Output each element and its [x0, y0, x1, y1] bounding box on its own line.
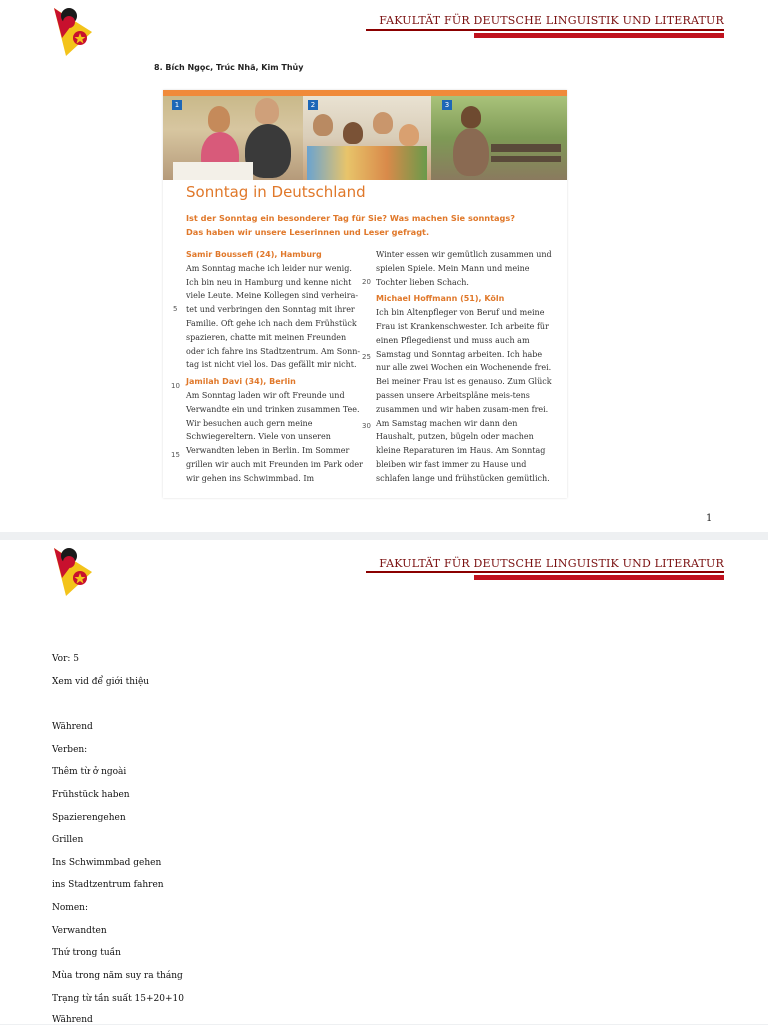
bench: [491, 144, 561, 152]
photo-family-breakfast: [163, 96, 303, 180]
article-paragraph: Am Sonntag laden wir oft Freunde und Verwandte ein und trinken zusammen Tee. Wir besuchen auch gern meine Schwiegereltern. Viele von unseren Verwandten leben in Berlin. Im Sommer grillen wir auch mit Freunden im Park oder wir gehen ins Schwimmbad. Im: [186, 390, 363, 483]
table-cloth: [173, 162, 253, 180]
notes-line: Spazierengehen: [52, 813, 126, 823]
photo-friends-meal: [303, 96, 431, 180]
person-figure: [461, 106, 481, 128]
notes-line: Verwandten: [52, 926, 107, 936]
notes-line: Thứ trong tuần: [52, 948, 121, 958]
notes-line: Frühstück haben: [52, 790, 130, 800]
photo-number-badge: 2: [308, 100, 318, 110]
article-paragraph: Ich bin Altenpfleger von Beruf und meine Frau ist Krankenschwester. Ich arbeite für einen Pflegedienst und muss auch am Samstag und Sonntag arbeiten. Ich habe nur alle zwei Wochen ein Wochenende frei. Bei meiner Frau ist es genauso. Zum Glück passen unsere Arbeitspläne meis-tens zusammen und wir haben zusam-men frei. Am Samstag machen wir dann den Haushalt, putzen, bügeln oder machen kleine Reparaturen im Haus. Am Sonntag bleiben wir fast immer zu Hause und schlafen lange und frühstücken gemütlich.: [376, 308, 552, 483]
article-subtitle-note: Das haben wir unsere Leserinnen und Leser gefragt.: [186, 227, 430, 237]
header-rule-thick: [474, 575, 724, 580]
header-rule-thick: [474, 33, 724, 38]
person-figure: [255, 98, 279, 124]
line-number: 5: [173, 305, 178, 313]
article-paragraph: Winter essen wir gemütlich zusammen und spielen Spiele. Mein Mann und meine Tochter lieben Schach.: [376, 250, 552, 287]
faculty-header-title: FAKULTÄT FÜR DEUTSCHE LINGUISTIK UND LITERATUR: [379, 557, 724, 570]
notes-line: Vor: 5: [52, 654, 80, 664]
article-left-column: [186, 248, 366, 486]
photo-number-badge: 3: [442, 100, 452, 110]
line-number: 30: [362, 422, 371, 430]
notes-line: Während: [52, 1015, 93, 1025]
article-paragraph: Am Sonntag mache ich leider nur wenig. Ich bin neu in Hamburg und kenne nicht viele Leute. Meine Kollegen sind verheira-tet und verbringen den Sonntag mit ihrer Familie. Oft gehe ich nach dem Frühstück spazieren, chatte mit meinen Freunden oder ich fahre ins Stadtzentrum. Am Sonn-tag ist nicht viel los. Das gefällt mir nicht.: [186, 263, 361, 370]
header-rule-thin: [366, 571, 724, 573]
person-figure: [399, 124, 419, 146]
notes-line: Mùa trong năm suy ra tháng: [52, 971, 183, 981]
person-figure: [313, 114, 333, 136]
author-name: Samir Boussefi (24), Hamburg: [186, 250, 322, 259]
textbook-scan: [163, 90, 567, 498]
notes-line: Trạng từ tần suất 15+20+10: [52, 994, 184, 1004]
notes-line: Verben:: [52, 745, 88, 755]
notes-line: Grillen: [52, 835, 84, 845]
bench: [491, 156, 561, 162]
author-name: Michael Hoffmann (51), Köln: [376, 294, 505, 304]
page-number: 1: [706, 513, 713, 524]
line-number: 20: [362, 278, 371, 286]
person-figure: [208, 106, 230, 132]
photo-number-badge: 1: [172, 100, 182, 110]
notes-line: Ins Schwimmbad gehen: [52, 858, 162, 868]
notes-line: ins Stadtzentrum fahren: [52, 880, 164, 890]
line-number: 15: [171, 451, 180, 459]
header-rule-thin: [366, 29, 724, 31]
faculty-logo-icon: [52, 4, 94, 58]
line-number: 25: [362, 353, 371, 361]
page-2: [0, 540, 768, 1024]
article-subtitle-question: Ist der Sonntag ein besonderer Tag für Sie? Was machen Sie sonntags?: [186, 213, 516, 223]
person-figure: [343, 122, 363, 144]
notes-line: Thêm từ ở ngoài: [52, 767, 127, 777]
notes-line: Xem vid để giới thiệu: [52, 677, 150, 687]
faculty-header-title: FAKULTÄT FÜR DEUTSCHE LINGUISTIK UND LITERATUR: [379, 14, 724, 27]
article-subtitle: [186, 211, 556, 239]
article-title: Sonntag in Deutschland: [186, 183, 366, 201]
authors-line: 8. Bích Ngọc, Trúc Nhã, Kim Thủy: [154, 63, 304, 72]
person-figure: [453, 128, 489, 176]
faculty-logo-icon: [52, 544, 94, 598]
author-name: Jamilah Davi (34), Berlin: [186, 377, 296, 387]
notes-line: Während: [52, 722, 93, 732]
line-number: 10: [171, 382, 180, 390]
notes-line: Nomen:: [52, 903, 88, 913]
photo-strip: [163, 90, 567, 180]
person-figure: [373, 112, 393, 134]
article-right-column: [376, 248, 556, 486]
people-clothes: [307, 146, 427, 180]
